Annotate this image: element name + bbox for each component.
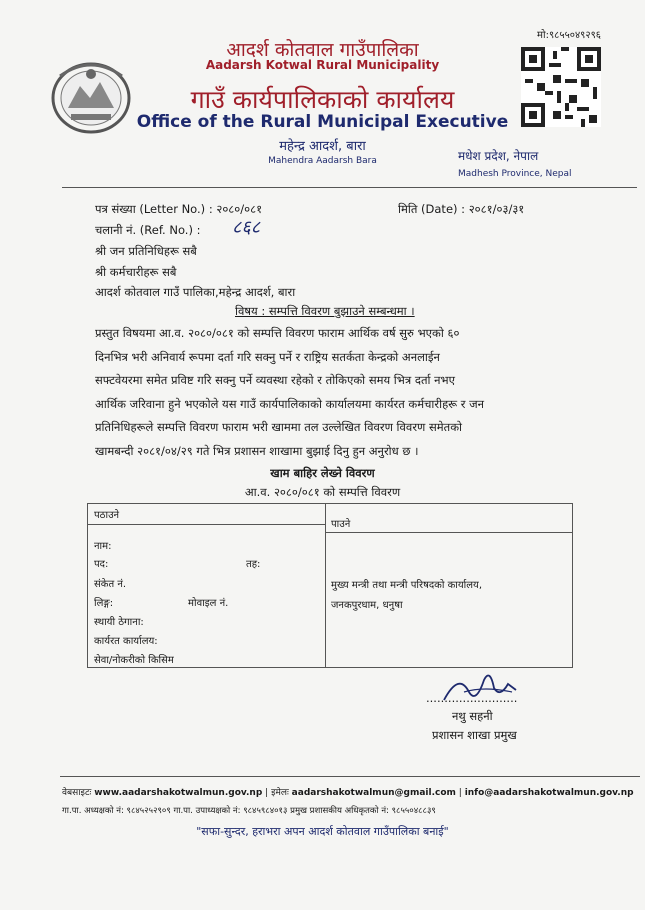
footer-contact-line [62,785,634,798]
field-address: स्थायी ठेगाना: [94,617,144,628]
field-post: पद: [94,559,109,570]
address-english: Mahendra Aadarsh Bara [268,156,377,166]
envelope-subheading: आ.व. २०८०/०८१ को सम्पत्ति विवरण [244,485,401,499]
website-link[interactable]: www.aadarshakotwalmun.gov.np [94,788,263,798]
recipient-representatives: श्री जन प्रतिनिधिहरू सबै [95,244,197,258]
subject-line: विषय : सम्पत्ति विवरण बुझाउने सम्बन्धमा । [235,304,415,318]
field-office: कार्यरत कार्यालय: [94,636,158,647]
sender-column-header: पठाउने [94,510,120,521]
municipality-name-english: Aadarsh Kotwal Rural Municipality [205,58,440,72]
envelope-table [87,503,573,668]
field-name: नाम: [94,541,112,552]
recipient-staff: श्री कर्मचारीहरू सबै [95,265,177,279]
body-line: खामबन्दी २०८१/०४/२९ गते भित्र प्रशासन शाखामा बुझाई दिनु हुन अनुरोध छ । [95,443,419,458]
table-column-divider [325,504,326,667]
website-label: वेबसाइटः [62,788,92,798]
footer-divider [60,776,640,777]
province-english: Madhesh Province, Nepal [458,169,572,179]
email-link-secondary[interactable]: info@aadarshakotwalmun.gov.np [464,788,634,798]
field-service: सेवा/नोकरीको किसिम [94,655,174,666]
ref-number-value: ८६८ [232,217,261,238]
table-receiver-header-divider [325,532,572,533]
field-mobile: मोवाइल नं. [188,598,229,609]
email-label: | इमेलः [265,788,289,798]
signatory-designation: प्रशासन शाखा प्रमुख [432,728,517,742]
body-line: आर्थिक जरिवाना हुने भएकोले यस गाउँ कार्यपालिकाको कार्यालयमा कार्यरत कर्मचारीहरू र जन [95,396,485,411]
signature-dots: ......................... [426,691,518,705]
letter-date: मिति (Date) : २०८१/०३/३१ [398,202,525,216]
mobile-number: मो:९८५५०४९२९६ [537,30,601,41]
field-gender: लिङ्ग: [94,598,114,609]
footer-phone-numbers: गा.पा. अध्यक्षको नं: ९८४५२५२९०९ गा.पा. उपाध्यक्षको नं: ९८४५९८४०१३ प्रमुख प्रशासकीय अधिकृतको नं: ९८५५०४८८३९ [62,806,436,816]
recipient-municipality: आदर्श कोतवाल गाउँ पालिका,महेन्द्र आदर्श, बारा [95,285,296,299]
body-line: सफ्टवेयरमा समेत प्रविष्ट गरि सक्नु पर्ने व्यवस्था रहेको र तोकिएको समय भित्र दर्ता नभए [95,373,455,387]
ref-number-label: चलानी नं. (Ref. No.) : [95,223,201,237]
letter-body [95,322,565,463]
address-nepali: महेन्द्र आदर्श, बारा [279,139,366,154]
receiver-column-header: पाउने [331,519,351,530]
field-code: संकेत नं. [94,579,127,590]
office-name-english: Office of the Rural Municipal Executive [136,112,509,132]
table-sender-header-divider [88,524,325,525]
email-link-primary[interactable]: aadarshakotwalmun@gmail.com [291,788,456,798]
body-line: दिनभित्र भरी अनिवार्य रूपमा दर्ता गरि सक्नु पर्ने र राष्ट्रिय सतर्कता केन्द्रको अनलाईन [95,349,440,364]
qr-code-icon [521,47,601,127]
body-line: प्रतिनिधिहरूले सम्पत्ति विवरण फाराम भरी खाममा तल उल्लेखित विवरण विवरण समेतको [95,420,463,434]
email-separator: | [458,788,462,798]
office-name-nepali: गाउँ कार्यपालिकाको कार्यालय [190,85,455,114]
receiver-address-line-1: मुख्य मन्त्री तथा मन्त्री परिषदको कार्यालय, [331,580,483,591]
municipality-name-nepali: आदर्श कोतवाल गाउँपालिका [226,39,419,61]
header-divider [62,187,637,188]
letter-number: पत्र संख्या (Letter No.) : २०८०/०८१ [95,202,263,216]
signatory-name: नथु सहनी [452,709,493,723]
receiver-address-line-2: जनकपुरधाम, धनुषा [331,600,403,611]
province-nepali: मधेश प्रदेश, नेपाल [458,149,539,163]
field-level: तह: [246,559,261,570]
footer-slogan: "सफा-सुन्दर, हराभरा अपन आदर्श कोतवाल गाउँपालिका बनाई" [196,825,449,838]
body-line: प्रस्तुत विषयमा आ.व. २०८०/०८१ को सम्पत्ति विवरण फाराम आर्थिक वर्ष सुरु भएको ६० [95,326,460,340]
envelope-heading: खाम बाहिर लेख्ने विवरण [270,466,375,480]
